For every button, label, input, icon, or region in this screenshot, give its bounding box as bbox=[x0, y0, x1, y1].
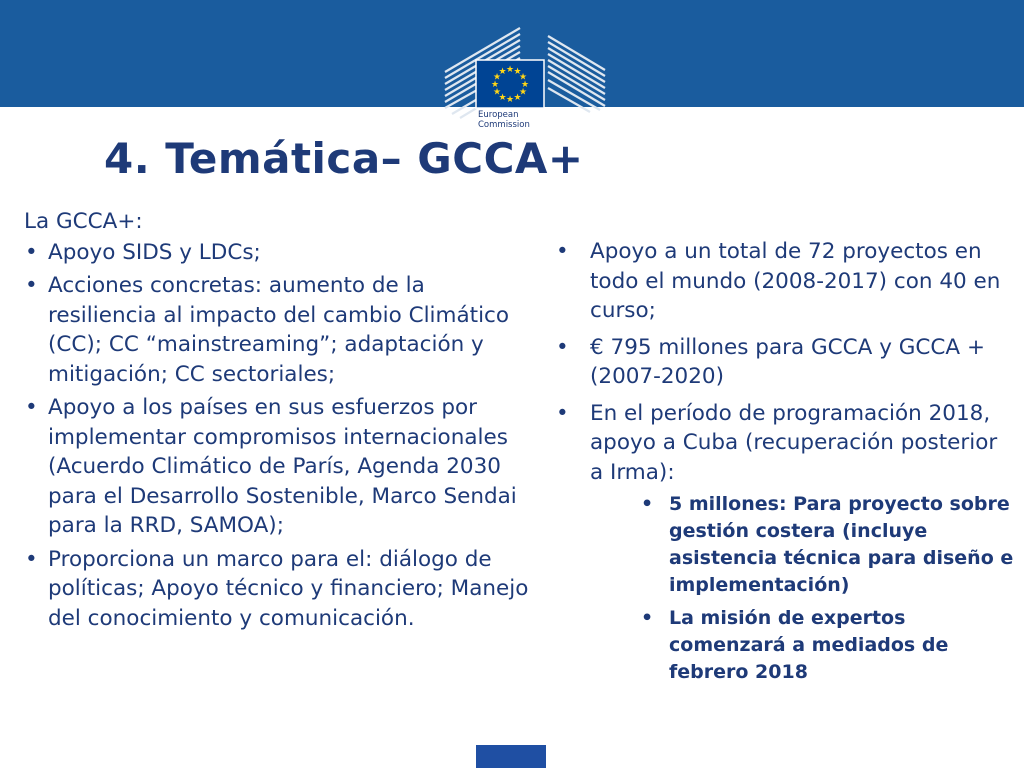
list-item bbox=[24, 393, 534, 541]
svg-text:★: ★ bbox=[513, 67, 522, 77]
sub-list-item-text: 5 millones: Para proyecto sobre gestión costera (incluye asistencia técnica para diseño e implementación) bbox=[669, 493, 1014, 596]
footer-flag-block bbox=[476, 745, 546, 768]
svg-text:★: ★ bbox=[490, 80, 500, 90]
svg-text:★: ★ bbox=[513, 93, 522, 103]
sub-list-item bbox=[636, 605, 1024, 686]
bullet-icon: • bbox=[556, 334, 569, 360]
left-intro: La GCCA+: bbox=[24, 209, 143, 234]
svg-text:★: ★ bbox=[492, 87, 502, 98]
bullet-icon: • bbox=[25, 395, 38, 420]
right-column bbox=[553, 237, 1014, 693]
svg-text:★: ★ bbox=[518, 87, 528, 98]
bullet-icon: • bbox=[556, 400, 569, 426]
svg-text:★: ★ bbox=[498, 67, 507, 77]
right-bullet-list bbox=[553, 237, 1014, 686]
list-item-text: Apoyo a los países en sus esfuerzos por implementar compromisos internacionales (Acuerdo Climático de París, Agenda 2030 para el Desarrollo Sostenible, Marco Sendai para la RRD, SAMOA); bbox=[48, 395, 517, 538]
list-item bbox=[24, 238, 534, 268]
list-item-text: Proporciona un marco para el: diálogo de políticas; Apoyo técnico y financiero; Manejo del conocimiento y comunicación. bbox=[48, 546, 529, 631]
left-bullet-list bbox=[24, 238, 534, 634]
list-item-text: Apoyo SIDS y LDCs; bbox=[48, 239, 261, 265]
bullet-icon: • bbox=[641, 493, 654, 515]
list-item bbox=[553, 237, 1008, 326]
list-item-text: € 795 millones para GCCA y GCCA + (2007-2020) bbox=[590, 334, 985, 389]
svg-text:★: ★ bbox=[492, 72, 502, 83]
bullet-icon: • bbox=[641, 607, 654, 629]
slide-title: 4. Temática– GCCA+ bbox=[104, 134, 584, 183]
list-item bbox=[24, 271, 534, 389]
building-lines-right bbox=[548, 36, 605, 112]
svg-text:★: ★ bbox=[498, 93, 507, 103]
svg-text:★: ★ bbox=[505, 65, 515, 75]
sub-bullet-list bbox=[590, 491, 1014, 686]
list-item-text: Acciones concretas: aumento de la resiliencia al impacto del cambio Climático (CC); CC “mainstreaming”; adaptación y mitigación; CC sectoriales; bbox=[48, 273, 510, 387]
list-item-text: En el período de programación 2018, apoyo a Cuba (recuperación posterior a Irma): bbox=[590, 400, 998, 485]
sub-list-item-text: La misión de expertos comenzará a mediados de febrero 2018 bbox=[669, 607, 949, 683]
bullet-icon: • bbox=[25, 239, 38, 265]
svg-text:★: ★ bbox=[520, 80, 530, 90]
list-item-text: Apoyo a un total de 72 proyectos en todo el mundo (2008-2017) con 40 en curso; bbox=[590, 239, 1001, 323]
logo-line-2: Commission bbox=[478, 120, 530, 130]
list-item bbox=[553, 399, 1014, 687]
bullet-icon: • bbox=[25, 273, 38, 298]
svg-text:★: ★ bbox=[505, 95, 515, 105]
logo-line-1: European bbox=[478, 110, 519, 120]
list-item bbox=[24, 545, 534, 634]
bullet-icon: • bbox=[25, 546, 38, 572]
list-item bbox=[553, 333, 1008, 392]
left-column bbox=[24, 207, 534, 637]
bullet-icon: • bbox=[556, 239, 569, 264]
sub-list-item bbox=[636, 491, 1024, 599]
svg-text:★: ★ bbox=[518, 72, 528, 83]
logo-caption bbox=[478, 110, 530, 130]
